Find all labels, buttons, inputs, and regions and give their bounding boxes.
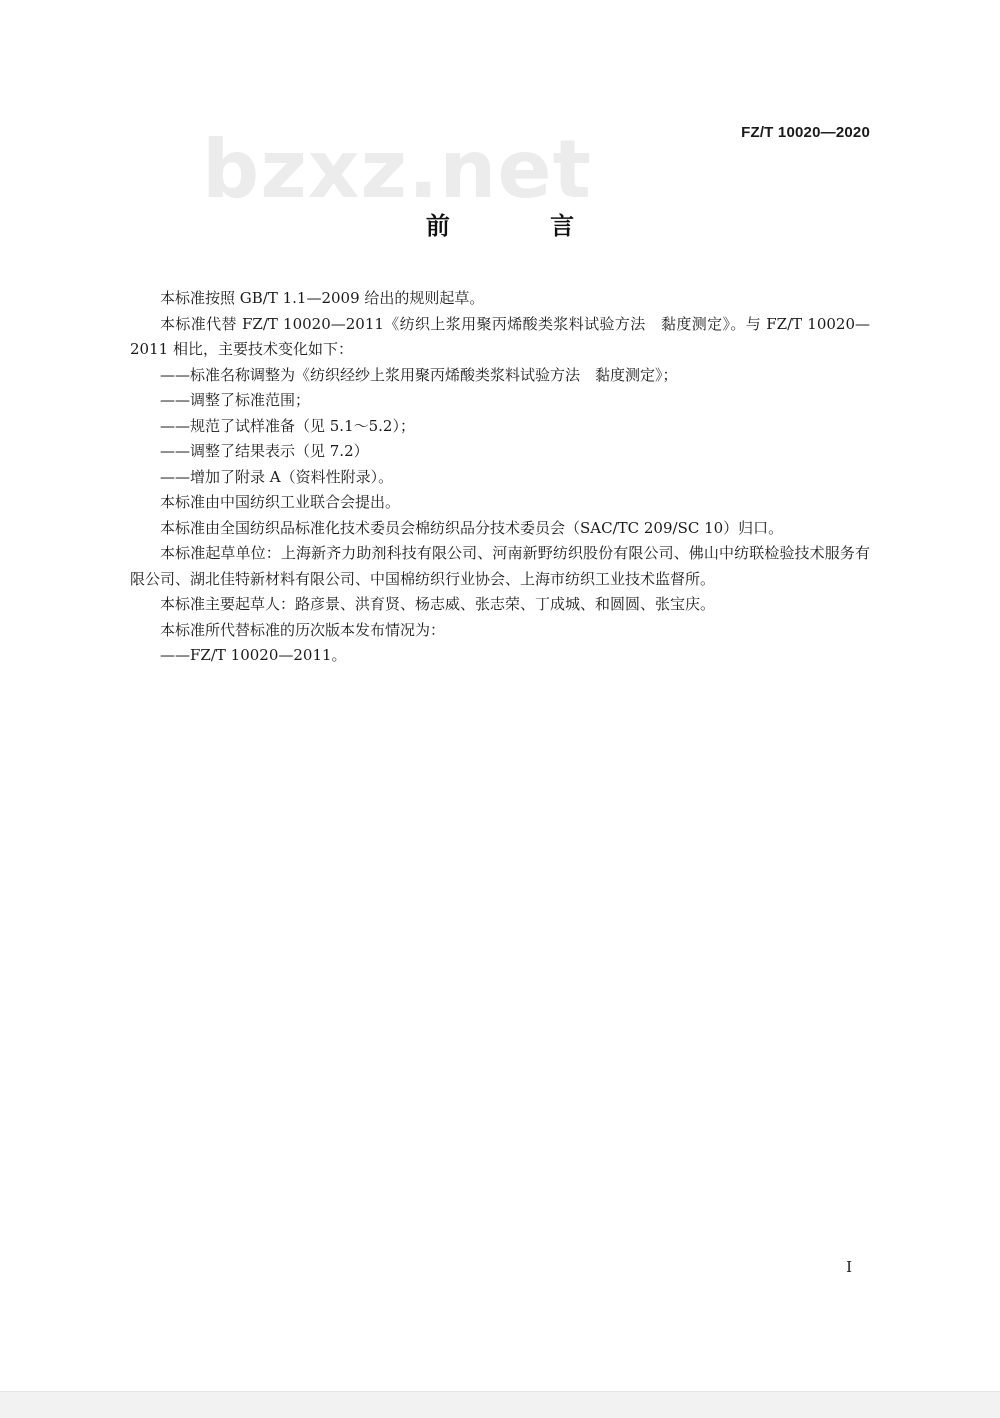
paragraph-drafting-units: 本标准起草单位：上海新齐力助剂科技有限公司、河南新野纺织股份有限公司、佛山中纺联检验技术服务有限公司、湖北佳特新材料有限公司、中国棉纺织行业协会、上海市纺织工业技术监督所。 <box>130 544 870 588</box>
watermark: bzxz.net <box>202 123 592 216</box>
standard-code: FZ/T 10020—2020 <box>741 124 870 141</box>
history-item: ——FZ/T 10020—2011。 <box>160 646 347 664</box>
paragraph-proposer: 本标准由中国纺织工业联合会提出。 <box>160 493 401 511</box>
change-item-annex: ——增加了附录 A（资料性附录）。 <box>160 467 394 486</box>
page-number: I <box>846 1258 852 1276</box>
foreword-body <box>130 286 870 669</box>
change-item-title: ——标准名称调整为《纺织经纱上浆用聚丙烯酸类浆料试验方法 黏度测定》； <box>160 365 678 384</box>
change-item-scope: ——调整了标准范围； <box>160 391 311 409</box>
paragraph-committee: 本标准由全国纺织品标准化技术委员会棉纺织品分技术委员会（SAC/TC 209/SC 10）归口。 <box>160 518 784 537</box>
paragraph-replacement: 本标准代替 FZ/T 10020—2011《纺织上浆用聚丙烯酸类浆料试验方法 黏度测定》。与 FZ/T 10020—2011 相比，主要技术变化如下： <box>130 314 870 358</box>
paragraph-drafting-rules: 本标准按照 GB/T 1.1—2009 给出的规则起草。 <box>160 289 485 307</box>
change-item-results: ——调整了结果表示（见 7.2） <box>160 442 369 460</box>
viewer-bottom-edge <box>0 1391 1000 1418</box>
paragraph-history-intro: 本标准所代替标准的历次版本发布情况为： <box>160 620 446 639</box>
page-title: 前 言 <box>425 212 621 240</box>
change-item-sample-prep: ——规范了试样准备（见 5.1～5.2）； <box>160 416 415 435</box>
paragraph-drafters: 本标准主要起草人：路彦景、洪育贤、杨志威、张志荣、丁成城、和圆圆、张宝庆。 <box>160 595 716 613</box>
